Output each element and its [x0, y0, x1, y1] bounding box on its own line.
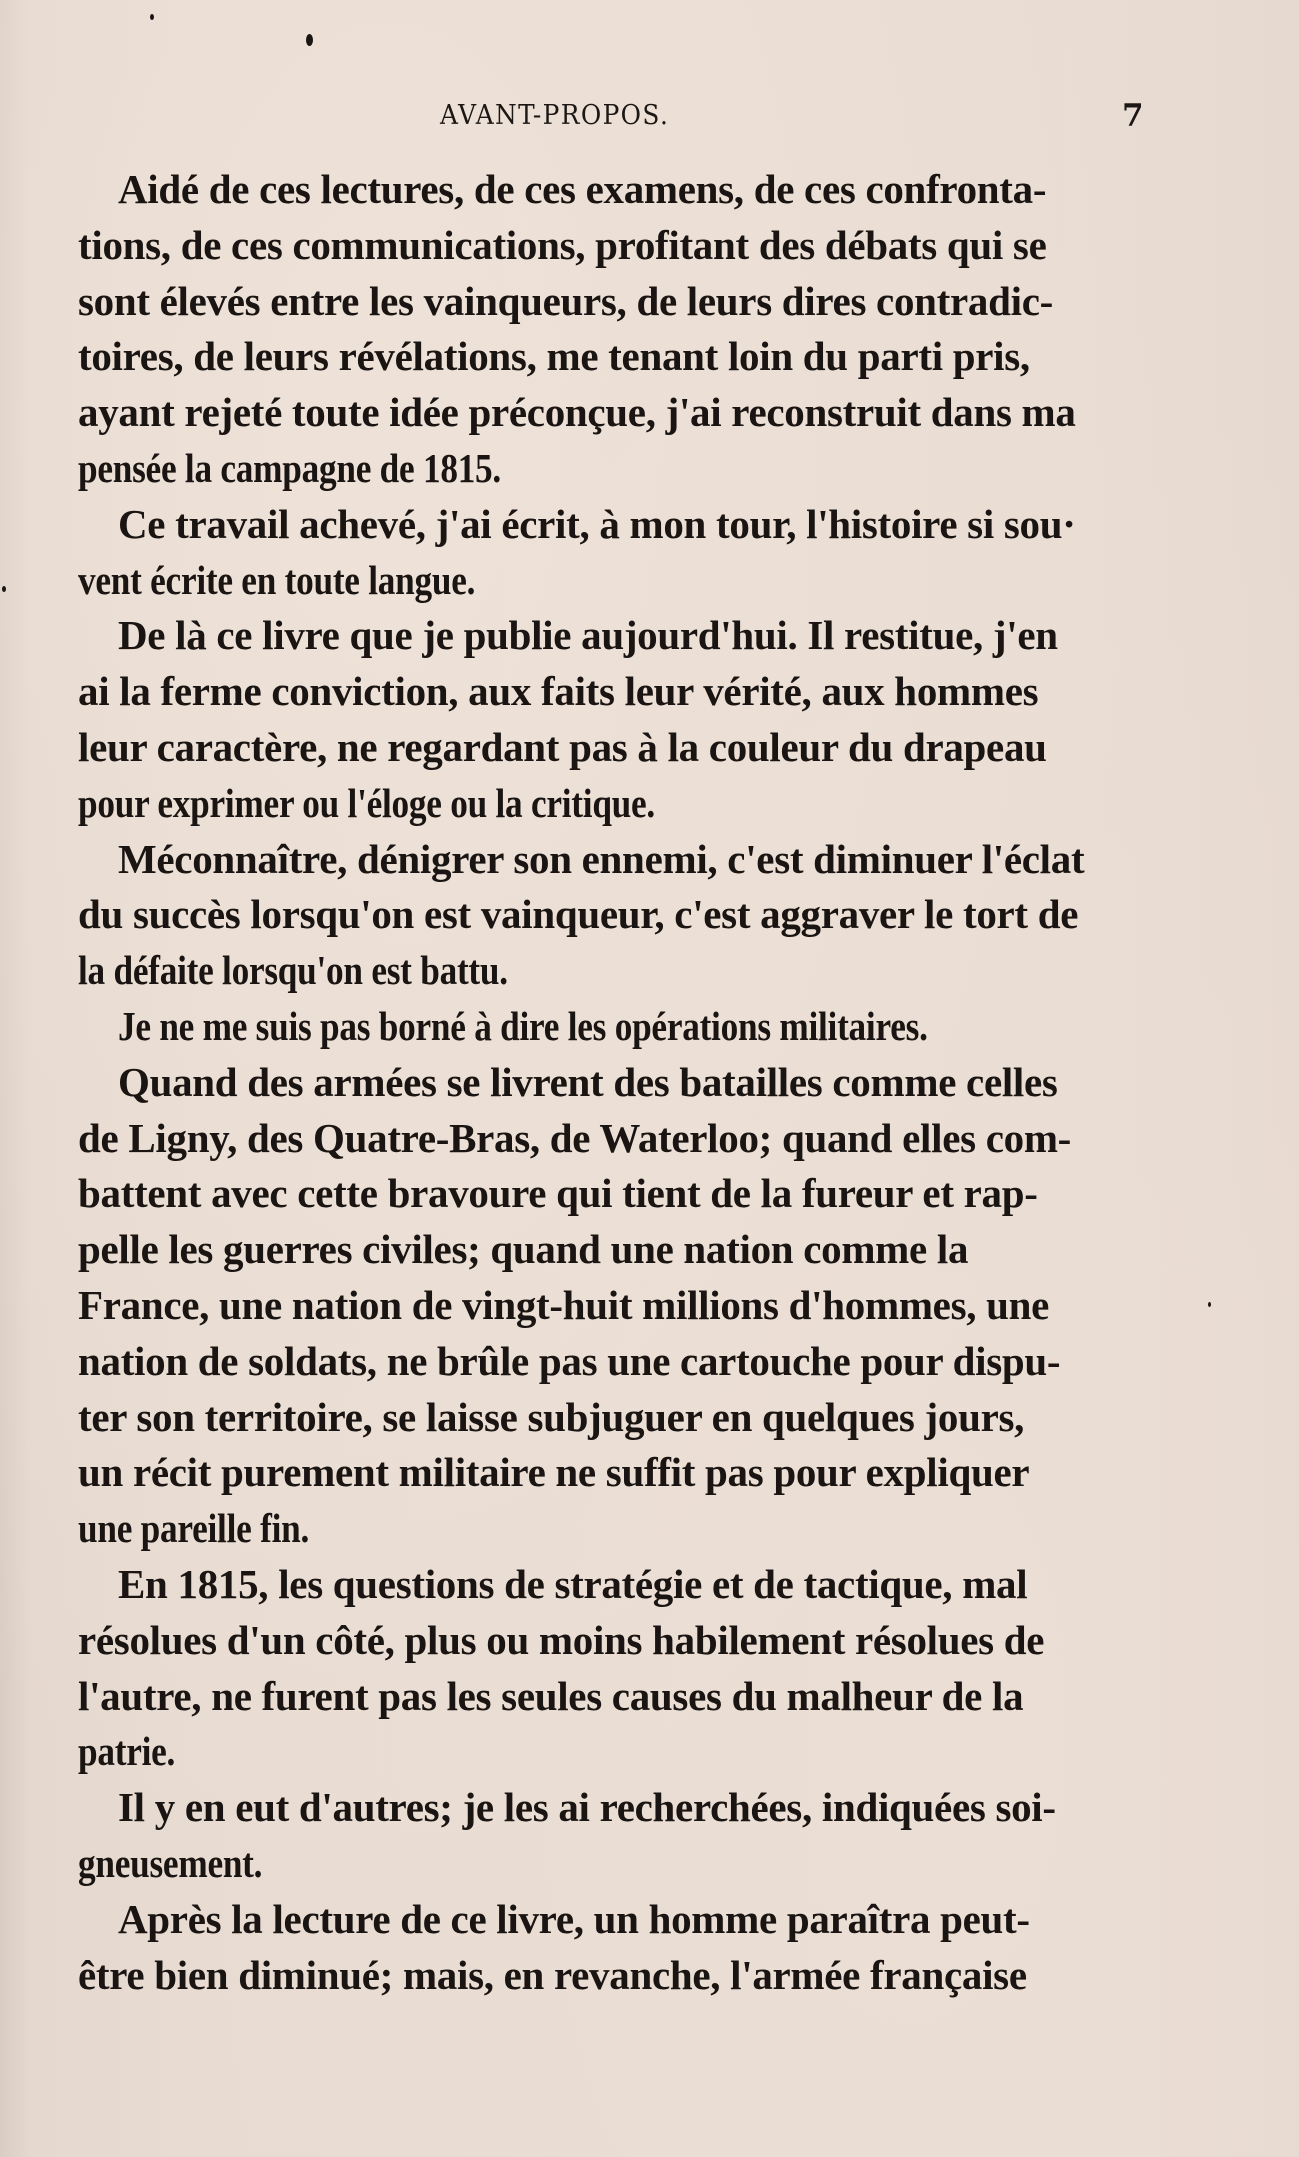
- text-line: leur caractère, ne regardant pas à la couleur du drapeau: [78, 723, 1047, 770]
- text-line: ai la ferme conviction, aux faits leur vérité, aux hommes: [78, 668, 1039, 715]
- text-line: battent avec cette bravoure qui tient de la fureur et rap-: [78, 1170, 1038, 1217]
- text-line: du succès lorsqu'on est vainqueur, c'est aggraver le tort de: [78, 891, 1079, 938]
- ink-speck: [306, 34, 313, 46]
- text-line: sont élevés entre les vainqueurs, de leurs dires contradic-: [78, 277, 1053, 324]
- ink-speck: [1208, 1302, 1211, 1307]
- text-line: ter son territoire, se laisse subjuguer en quelques jours,: [78, 1393, 1025, 1440]
- running-head: [0, 100, 1299, 140]
- text-line: De là ce livre que je publie aujourd'hui. Il restitue, j'en: [118, 612, 1058, 659]
- text-line: un récit purement militaire ne suffit pas pour expliquer: [78, 1449, 1030, 1496]
- text-line: France, une nation de vingt-huit millions d'hommes, une: [78, 1281, 1050, 1328]
- text-line: de Ligny, des Quatre-Bras, de Waterloo; quand elles com-: [78, 1114, 1072, 1161]
- text-line: pensée la campagne de 1815.: [78, 444, 501, 491]
- text-line: Aidé de ces lectures, de ces examens, de ces confronta-: [118, 166, 1047, 212]
- text-line: Je ne me suis pas borné à dire les opérations militaires.: [118, 1002, 928, 1049]
- text-line: patrie.: [78, 1728, 176, 1775]
- text-line: pelle les guerres civiles; quand une nation comme la: [78, 1226, 969, 1273]
- paragraph: [78, 1780, 1152, 1892]
- paragraph: [78, 832, 1152, 999]
- page-number: 7: [1122, 98, 1144, 134]
- text-line: être bien diminué; mais, en revanche, l'armée française: [78, 1951, 1027, 1998]
- paragraph: [78, 1892, 1152, 2004]
- text-line: ayant rejeté toute idée préconçue, j'ai reconstruit dans ma: [78, 389, 1076, 436]
- text-line: Ce travail achevé, j'ai écrit, à mon tour, l'histoire si sou·: [118, 500, 1076, 547]
- ink-speck: [2, 586, 6, 592]
- text-line: la défaite lorsqu'on est battu.: [78, 947, 508, 994]
- text-line: Méconnaître, dénigrer son ennemi, c'est diminuer l'éclat: [118, 835, 1085, 882]
- text-line: gneusement.: [78, 1839, 263, 1886]
- text-line: toires, de leurs révélations, me tenant loin du parti pris,: [78, 333, 1030, 380]
- ink-speck: [150, 14, 154, 20]
- text-line: résolues d'un côté, plus ou moins habilement résolues de: [78, 1616, 1045, 1663]
- text-line: Il y en eut d'autres; je les ai recherchées, indiquées soi-: [118, 1784, 1056, 1831]
- text-line: Après la lecture de ce livre, un homme paraîtra peut-: [118, 1895, 1030, 1942]
- text-line: Quand des armées se livrent des batailles comme celles: [118, 1058, 1058, 1105]
- text-line: une pareille fin.: [78, 1505, 310, 1552]
- running-head-title: AVANT-PROPOS.: [440, 100, 670, 131]
- paragraph: [78, 1557, 1152, 1780]
- paragraph: [78, 1055, 1152, 1557]
- paragraph: [78, 162, 1152, 497]
- paragraph: [78, 608, 1152, 831]
- paragraph: [78, 497, 1152, 609]
- body-text: [78, 162, 1152, 2003]
- text-line: En 1815, les questions de stratégie et de tactique, mal: [118, 1560, 1028, 1607]
- paragraph: [78, 999, 1152, 1055]
- text-line: pour exprimer ou l'éloge ou la critique.: [78, 779, 655, 826]
- text-line: l'autre, ne furent pas les seules causes du malheur de la: [78, 1672, 1024, 1719]
- text-line: tions, de ces communications, profitant des débats qui se: [78, 221, 1047, 268]
- text-line: vent écrite en toute langue.: [78, 556, 476, 603]
- text-line: nation de soldats, ne brûle pas une cartouche pour dispu-: [78, 1337, 1061, 1384]
